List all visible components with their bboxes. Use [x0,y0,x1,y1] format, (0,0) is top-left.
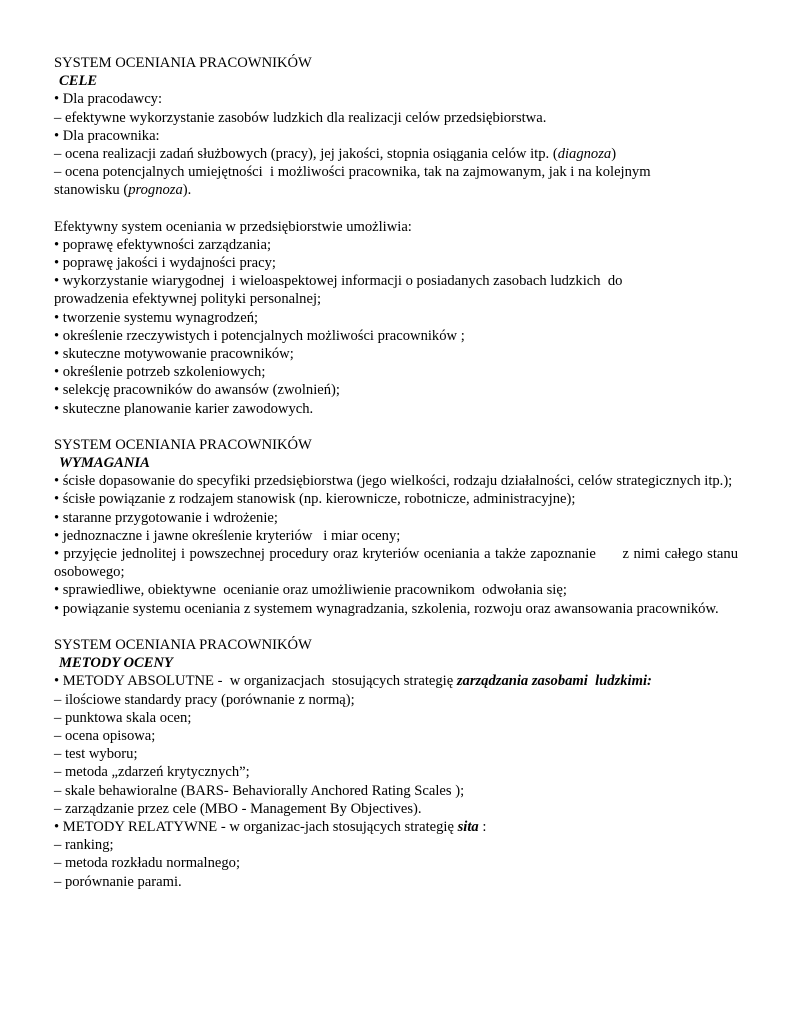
text-run: : [478,818,487,835]
section-cele [54,54,738,418]
list-item: • jednoznaczne i jawne określenie kryteriów i miar oceny; [54,527,401,544]
list-item: – ocena potencjalnych umiejętności i możliwości pracownika, tak na zajmowanym, jak i na kolejnym [54,164,651,181]
list-item: – zarządzanie przez cele (MBO - Management By Objectives). [54,800,422,817]
section-wymagania [54,436,742,618]
section-title: SYSTEM OCENIANIA PRACOWNIKÓW [54,636,312,653]
section-subtitle: WYMAGANIA [59,455,150,472]
spacer [54,200,738,218]
document-page [54,54,742,891]
list-item [54,181,738,199]
list-item [54,818,738,836]
text-run: ). [182,182,192,199]
list-item: • ścisłe powiązanie z rodzajem stanowisk (np. kierownicze, robotnicze, administracyjne); [54,491,576,508]
italic-term: prognoza [128,182,183,199]
list-item: – efektywne wykorzystanie zasobów ludzkich dla realizacji celów przedsiębiorstwa. [54,109,547,126]
list-item: • Dla pracownika: [54,127,160,144]
list-item: • określenie potrzeb szkoleniowych; [54,364,266,381]
section-metody [54,636,738,891]
list-item: prowadzenia efektywnej polityki personalnej; [54,291,322,308]
spacer [54,418,738,436]
list-item: • określenie rzeczywistych i potencjalnych możliwości pracowników ; [54,327,465,344]
list-item: • powiązanie systemu oceniania z systemem wynagradzania, szkolenia, rozwoju oraz awansowania pracowników. [54,600,719,617]
list-item: • Dla pracodawcy: [54,91,163,108]
text-run: ) [611,146,617,163]
list-item: • selekcję pracowników do awansów (zwolnień); [54,382,340,399]
list-item: – metoda „zdarzeń krytycznych”; [54,764,250,781]
paragraph-intro: Efektywny system oceniania w przedsiębiorstwie umożliwia: [54,218,412,235]
list-item: • wykorzystanie wiarygodnej i wieloaspektowej informacji o posiadanych zasobach ludzkich do [54,273,623,290]
section-subtitle: METODY OCENY [59,655,173,672]
list-item: – ranking; [54,837,114,854]
list-item: – ilościowe standardy pracy (porównanie z normą); [54,691,355,708]
list-item: – porównanie parami. [54,873,182,890]
spacer [54,618,738,636]
section-subtitle: CELE [59,73,98,90]
list-item: • skuteczne motywowanie pracowników; [54,346,294,363]
section-title: SYSTEM OCENIANIA PRACOWNIKÓW [54,436,312,453]
list-item: • poprawę jakości i wydajności pracy; [54,255,276,272]
list-item: • ścisłe dopasowanie do specyfiki przedsiębiorstwa (jego wielkości, rodzaju działalności, celów strategicznych itp.); [54,473,733,490]
list-item: – metoda rozkładu normalnego; [54,855,241,872]
italic-term: diagnoza [557,146,612,163]
list-item [54,145,738,163]
list-item: – skale behawioralne (BARS- Behaviorally Anchored Rating Scales ); [54,782,465,799]
list-item: • staranne przygotowanie i wdrożenie; [54,509,278,526]
bold-italic-term: sita [457,818,479,835]
bold-italic-term: zarządzania zasobami ludzkimi: [456,673,652,690]
list-item [54,672,738,690]
list-item: – punktowa skala ocen; [54,709,192,726]
list-item: • poprawę efektywności zarządzania; [54,236,272,253]
list-item: • przyjęcie jednolitej i powszechnej procedury oraz kryteriów oceniania a także zapoznanie z nimi całego stanu osobowego; [54,546,742,581]
list-item: • skuteczne planowanie karier zawodowych. [54,400,314,417]
list-item: – test wyboru; [54,746,138,763]
section-title: SYSTEM OCENIANIA PRACOWNIKÓW [54,55,312,71]
text-run: • METODY ABSOLUTNE - w organizacjach stosujących strategię [54,673,457,690]
text-run: stanowisku ( [54,182,129,199]
list-item: • tworzenie systemu wynagrodzeń; [54,309,259,326]
text-run: • METODY RELATYWNE - w organizac-jach stosujących strategię [54,818,458,835]
text-run: – ocena realizacji zadań służbowych (pracy), jej jakości, stopnia osiągania celów itp. ( [54,146,558,163]
list-item: – ocena opisowa; [54,727,156,744]
list-item: • sprawiedliwe, obiektywne ocenianie oraz umożliwienie pracownikom odwołania się; [54,582,567,599]
